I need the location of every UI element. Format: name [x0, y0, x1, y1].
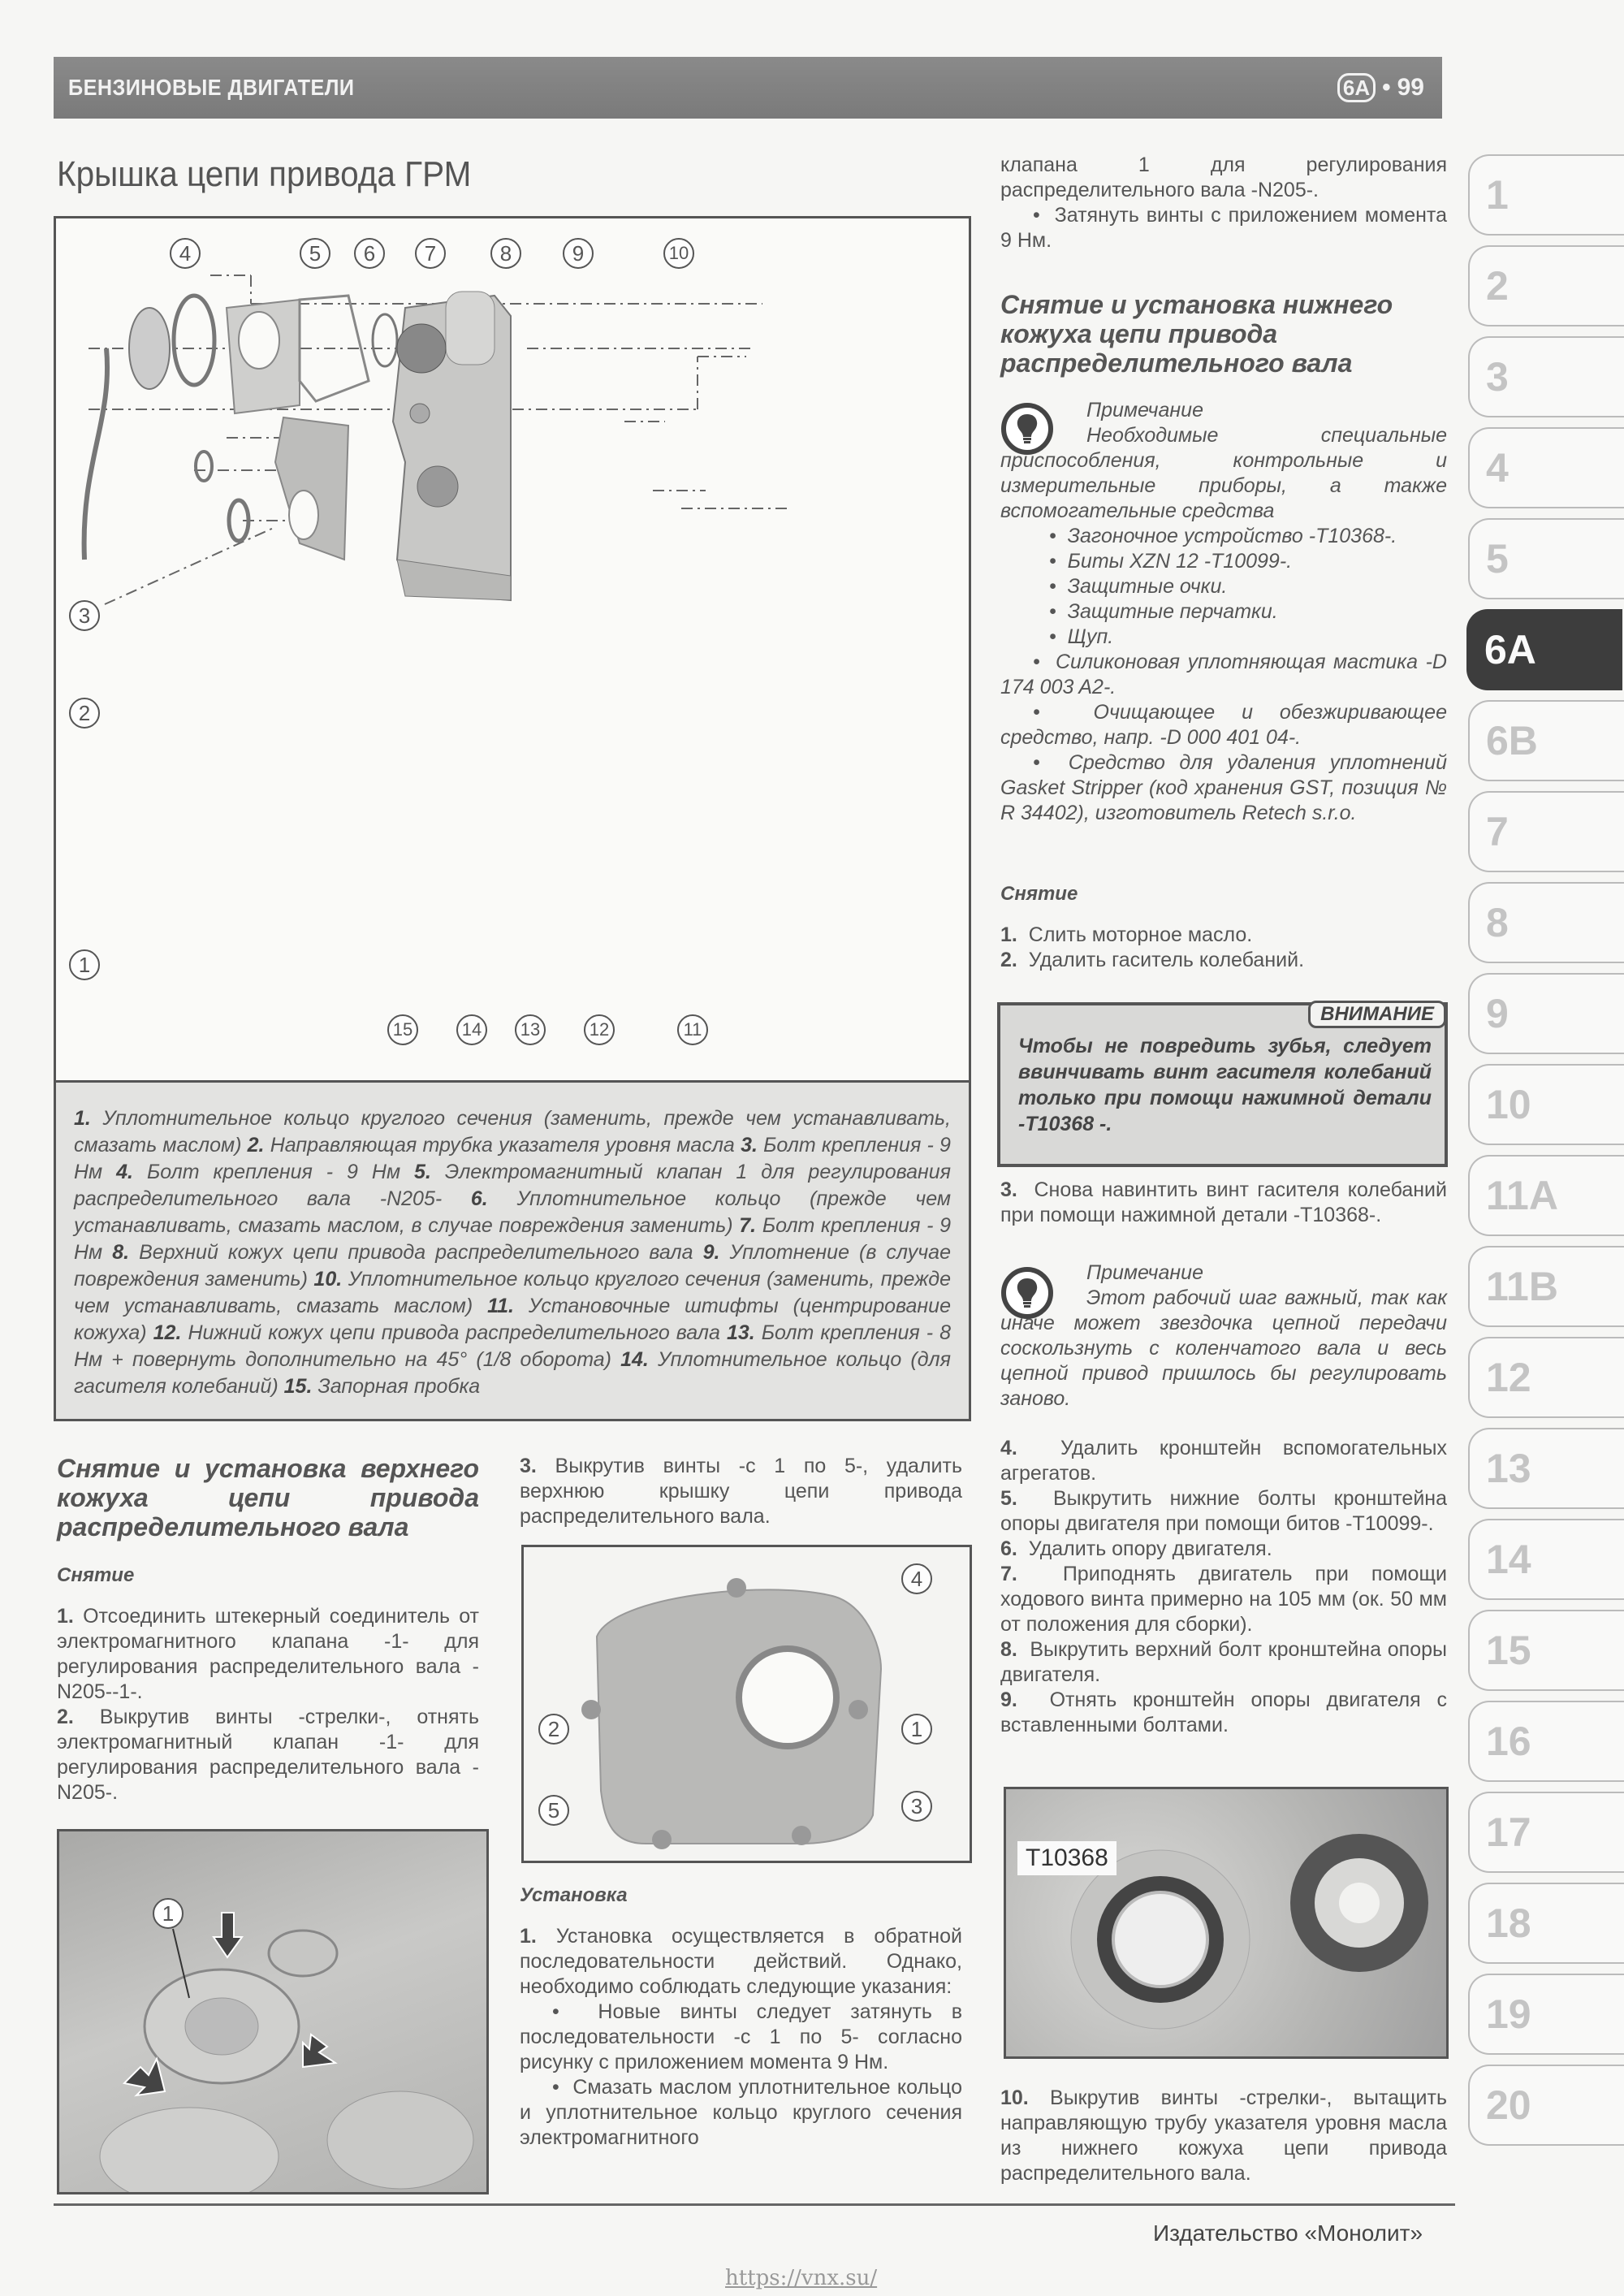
note-text: Этот рабочий шаг важный, так как иначе может звездочка цепной передачи соскользнуть с коленчатого вала и весь цепной привод пришлось бы регулировать заново.: [1000, 1286, 1447, 1410]
running-header: [54, 57, 1442, 119]
upper-cover-section: [57, 1454, 479, 1805]
tab-chapter-6a[interactable]: 6A: [1466, 609, 1622, 690]
step-8: 8. Выкрутить верхний болт кронштейна опоры двигателя.: [1000, 1638, 1447, 1686]
tab-chapter-9[interactable]: 9: [1468, 973, 1624, 1054]
caption-item: 11. Установочные штифты (центрирование кожуха): [74, 1295, 951, 1344]
install-bullet: • Смазать маслом уплотнительное кольцо и уплотнительное кольцо круглого сечения электромагнитного: [520, 2076, 962, 2149]
callout-14: 14: [456, 1014, 487, 1045]
cover-callout-4: 4: [901, 1563, 932, 1594]
upper-cover-photo: [521, 1545, 972, 1863]
warning-box: [997, 1002, 1448, 1167]
tab-chapter-8[interactable]: 8: [1468, 882, 1624, 963]
tool-item: • Силиконовая уплотняющая мастика -D 174 003 A2-.: [1000, 651, 1447, 698]
install-step-1: 1. Установка осуществляется в обратной последовательности действий. Однако, необходимо соблюдать следующие указания:: [520, 1925, 962, 1998]
photo-callout-1: 1: [153, 1898, 184, 1929]
callout-11: 11: [677, 1014, 708, 1045]
tab-chapter-17[interactable]: 17: [1468, 1792, 1624, 1873]
tab-chapter-7[interactable]: 7: [1468, 791, 1624, 872]
tab-chapter-19[interactable]: 19: [1468, 1974, 1624, 2055]
step-5: 5. Выкрутить нижние болты кронштейна опоры двигателя при помощи битов -T10099-.: [1000, 1487, 1447, 1535]
callout-6: 6: [354, 238, 385, 269]
page-indicator: [1337, 73, 1424, 102]
continuation-text: клапана 1 для регулирования распределительного вала -N205-. • Затянуть винты с приложением момента 9 Нм.: [1000, 153, 1447, 252]
lower-removal-steps: [1000, 881, 1447, 973]
caption-item: 2. Направляющая трубка указателя уровня масла: [247, 1134, 735, 1157]
tool-item: • Биты XZN 12 -T10099-.: [1049, 550, 1293, 573]
callout-4: 4: [170, 238, 201, 269]
tool-item: • Средство для удаления уплотнений Gasket Stripper (код хранения GST, позиция № R 34402), изготовитель Retech s.r.o.: [1000, 751, 1447, 824]
step-6: 6. Удалить опору двигателя.: [1000, 1537, 1272, 1560]
tab-chapter-11a[interactable]: 11A: [1468, 1155, 1624, 1236]
tab-chapter-15[interactable]: 15: [1468, 1610, 1624, 1691]
continuation-bullet: • Затянуть винты с приложением момента 9 Нм.: [1000, 204, 1447, 252]
note-important-step: [1000, 1260, 1447, 1412]
caption-item: 5. Электромагнитный клапан 1 для регулирования распределительного вала -N205-: [74, 1161, 952, 1210]
callout-13: 13: [515, 1014, 546, 1045]
install-bullet: • Новые винты следует затянуть в последовательности -с 1 по 5- согласно рисунку с приложением момента 9 Нм.: [520, 2000, 962, 2073]
cover-callout-2: 2: [538, 1714, 569, 1745]
removal-subheading: Снятие: [1000, 883, 1078, 905]
note-title: Примечание: [1086, 399, 1203, 422]
warning-text: Чтобы не повредить зубья, следует ввинчивать винт гасителя колебаний только при помощи нажимной детали -T10368 -.: [1018, 1035, 1432, 1135]
tool-photo-drawing: [1006, 1789, 1449, 2059]
figure-caption: [54, 1080, 971, 1421]
tab-chapter-12[interactable]: 12: [1468, 1337, 1624, 1418]
page-number: 99: [1397, 74, 1424, 101]
lower-cover-heading: Снятие и установка нижнего кожуха цепи привода распределительного вала: [1000, 290, 1393, 378]
caption-item: 1. Уплотнительное кольцо круглого сечения (заменить, прежде чем устанавливать, смазать маслом): [74, 1107, 952, 1157]
tab-chapter-18[interactable]: 18: [1468, 1883, 1624, 1964]
valve-removal-photo: [57, 1829, 489, 2194]
callout-15: 15: [387, 1014, 418, 1045]
tab-chapter-14[interactable]: 14: [1468, 1519, 1624, 1600]
caption-item: 9. Уплотнение (в случае повреждения заменить): [74, 1241, 951, 1291]
tab-chapter-5[interactable]: 5: [1468, 518, 1624, 599]
tool-item: • Очищающее и обезжиривающее средство, напр. -D 000 401 04-.: [1000, 701, 1447, 749]
caption-item: 10. Уплотнительное кольцо круглого сечения (заменить, прежде чем устанавливать, смазать маслом): [74, 1268, 952, 1317]
step-9: 9. Отнять кронштейн опоры двигателя с вставленными болтами.: [1000, 1688, 1447, 1736]
step-7: 7. Приподнять двигатель при помощи ходового винта примерно на 105 мм (ок. 50 мм от положения для сборки).: [1000, 1563, 1447, 1636]
tool-item: • Защитные очки.: [1049, 575, 1228, 598]
installation-section: [520, 1883, 962, 2151]
caption-item: 4. Болт крепления - 9 Нм: [116, 1161, 401, 1183]
tab-chapter-20[interactable]: 20: [1468, 2065, 1624, 2146]
cover-callout-5: 5: [538, 1795, 569, 1826]
tab-chapter-16[interactable]: 16: [1468, 1701, 1624, 1782]
tool-item: • Защитные перчатки.: [1049, 600, 1278, 623]
step-4: 4. Удалить кронштейн вспомогательных агрегатов.: [1000, 1437, 1447, 1485]
tab-chapter-2[interactable]: 2: [1468, 245, 1624, 326]
tab-chapter-10[interactable]: 10: [1468, 1064, 1624, 1145]
damper-tool-photo: [1004, 1787, 1449, 2059]
callout-5: 5: [300, 238, 330, 269]
cover-callout-3: 3: [901, 1791, 932, 1822]
footer-divider: [54, 2203, 1455, 2206]
step-3: 3. Снова навинтить винт гасителя колебаний при помощи нажимной детали -T10368-.: [1000, 1178, 1447, 1226]
callout-9: 9: [563, 238, 594, 269]
tab-chapter-6b[interactable]: 6B: [1468, 700, 1624, 781]
tool-item: • Загоночное устройство -T10368-.: [1049, 525, 1397, 547]
tab-chapter-4[interactable]: 4: [1468, 427, 1624, 508]
install-subheading: Установка: [520, 1884, 628, 1906]
callout-10: 10: [663, 238, 694, 269]
note-title: Примечание: [1086, 1261, 1203, 1284]
caption-item: 14. Уплотнительное кольцо (для гасителя колебаний): [74, 1348, 951, 1398]
tab-chapter-1[interactable]: 1: [1468, 154, 1624, 236]
step-10: 10. Выкрутив винты -стрелки-, вытащить направляющую трубу указателя уровня масла из нижнего кожуха цепи привода распределительного вала.: [1000, 2086, 1447, 2185]
caption-item: 15. Запорная пробка: [283, 1375, 481, 1398]
caption-item: 3. Болт крепления - 9 Нм: [74, 1134, 951, 1183]
chapter-badge: 6A: [1337, 73, 1376, 102]
source-link[interactable]: https://vnx.su/: [725, 2266, 878, 2290]
caption-item: 12. Нижний кожух цепи привода распределительного вала: [153, 1321, 720, 1344]
step-1: 1. Слить моторное масло.: [1000, 923, 1253, 946]
caption-item: 6. Уплотнительное кольцо (прежде чем устанавливать, смазать маслом, в случае повреждения заменить): [74, 1187, 952, 1237]
tab-chapter-13[interactable]: 13: [1468, 1428, 1624, 1509]
step-2: 2. Удалить гаситель колебаний.: [1000, 949, 1305, 971]
callout-12: 12: [584, 1014, 615, 1045]
callout-8: 8: [490, 238, 521, 269]
valve-photo-drawing: [59, 1831, 489, 2194]
exploded-view-figure: [54, 216, 971, 1080]
step-1: 1. Отсоединить штекерный соединитель от электромагнитного клапана -1- для регулирования распределительного вала -N205--1-.: [57, 1605, 479, 1703]
caption-item: 8. Верхний кожух цепи привода распределительного вала: [112, 1241, 693, 1264]
section-title: БЕНЗИНОВЫЕ ДВИГАТЕЛИ: [68, 75, 355, 100]
note-tools: [1000, 398, 1447, 826]
callout-2: 2: [69, 698, 100, 729]
caption-item: 13. Болт крепления - 8 Нм + повернуть дополнительно на 45° (1/8 оборота): [74, 1321, 952, 1371]
separator: •: [1382, 74, 1391, 101]
caption-item: 7. Болт крепления - 9 Нм: [74, 1214, 952, 1264]
tool-item: • Щуп.: [1049, 625, 1114, 648]
callout-7: 7: [415, 238, 446, 269]
tab-chapter-11b[interactable]: 11B: [1468, 1246, 1624, 1327]
note-text: Необходимые специальные приспособления, контрольные и измерительные приборы, а также вспомогательные средства: [1000, 424, 1447, 522]
publisher-name: Издательство «Монолит»: [1153, 2220, 1423, 2246]
page-title: Крышка цепи привода ГРМ: [57, 154, 472, 194]
cover-callout-1: 1: [901, 1714, 932, 1745]
tool-label: T10368: [1017, 1841, 1116, 1875]
exploded-diagram-drawing: [56, 218, 969, 1083]
lower-removal-steps-cont: [1000, 1436, 1447, 1738]
callout-3: 3: [69, 600, 100, 631]
tab-chapter-3[interactable]: 3: [1468, 336, 1624, 417]
step-3: 3. Выкрутив винты -с 1 по 5-, удалить верхнюю крышку цепи привода распределительного вала.: [520, 1455, 962, 1528]
section-heading: Снятие и установка верхнего кожуха цепи привода распределительного вала: [57, 1454, 479, 1541]
callout-1: 1: [69, 949, 100, 980]
step-2: 2. Выкрутив винты -стрелки-, отнять электромагнитный клапан -1- для регулирования распределительного вала -N205-.: [57, 1706, 479, 1804]
removal-subheading: Снятие: [57, 1564, 135, 1586]
warning-label: ВНИМАНИЕ: [1308, 1001, 1446, 1028]
